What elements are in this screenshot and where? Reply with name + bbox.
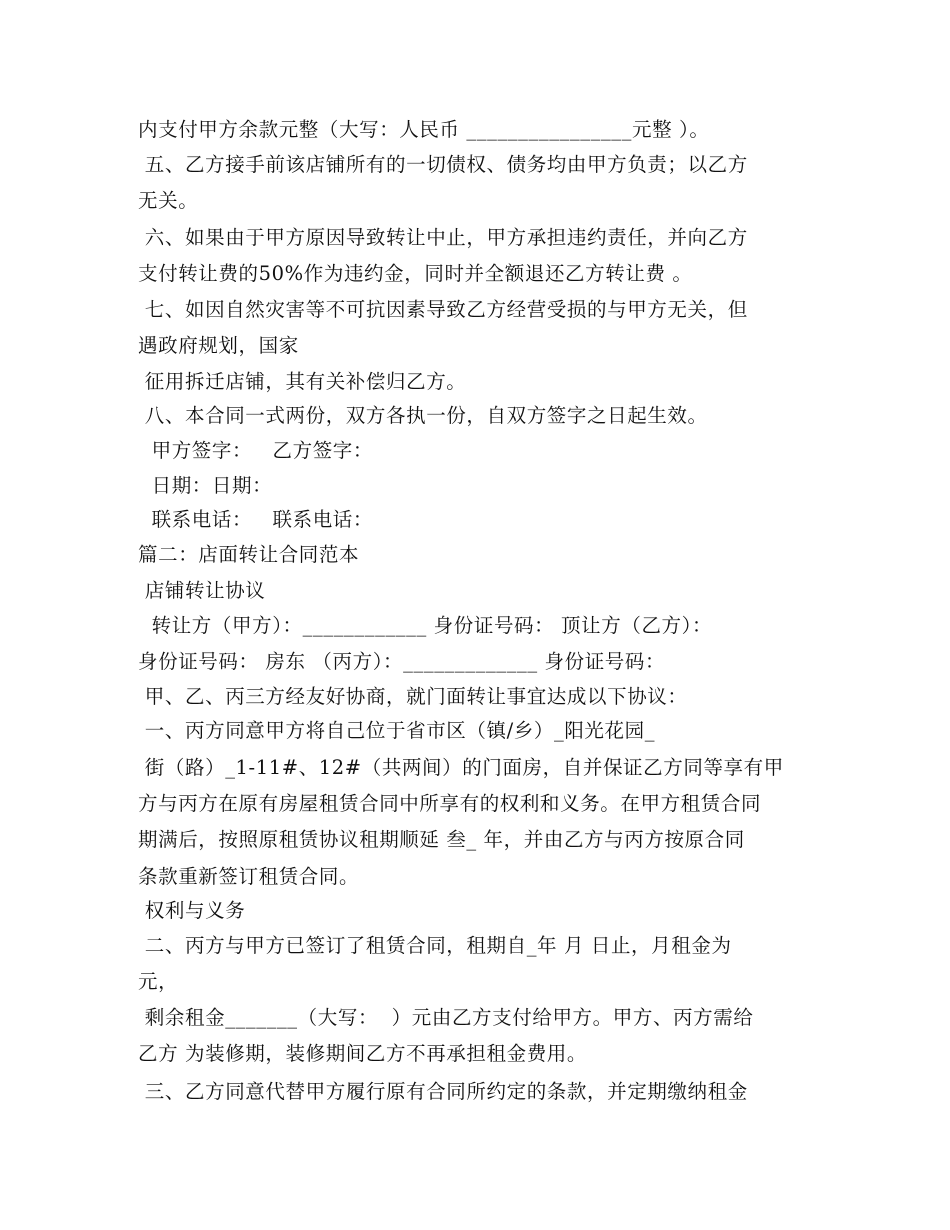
text-line: 遇政府规划，国家 <box>138 334 299 357</box>
text-line: 内支付甲方余款元整（大写：人民币 ________________元整 ）。 <box>138 118 710 141</box>
text-line: 五、乙方接手前该店铺所有的一切债权、债务均由甲方负责；以乙方 <box>138 153 748 176</box>
text-line: 支付转让费的50%作为违约金，同时并全额退还乙方转让费 。 <box>138 262 693 285</box>
text-line: 二、丙方与甲方已签订了租赁合同，租期自_年 月 日止，月租金为 <box>138 934 732 957</box>
text-line: 七、如因自然灾害等不可抗因素导致乙方经营受损的与甲方无关，但 <box>138 298 748 321</box>
agreement-title: 店铺转让协议 <box>138 579 266 602</box>
text-line: 甲方签字： 乙方签字： <box>138 439 373 462</box>
text-line: 六、如果由于甲方原因导致转让中止，甲方承担违约责任，并向乙方 <box>138 226 748 249</box>
text-line: 条款重新签订租赁合同。 <box>138 865 360 888</box>
text-line: 身份证号码： 房东 （丙方）：_____________ 身份证号码： <box>138 650 666 673</box>
text-line: 一、丙方同意甲方将自己位于省市区（镇/乡）_阳光花园_ <box>138 719 656 742</box>
text-line: 联系电话： 联系电话： <box>138 508 373 531</box>
text-line: 元， <box>138 970 179 993</box>
text-line: 征用拆迁店铺，其有关补偿归乙方。 <box>138 370 467 393</box>
text-line: 乙方 为装修期，装修期间乙方不再承担租金费用。 <box>138 1042 587 1065</box>
text-line: 甲、乙、丙三方经友好协商，就门面转让事宜达成以下协议： <box>138 685 688 708</box>
text-line: 剩余租金_______（大写： ）元由乙方支付给甲方。甲方、丙方需给 <box>138 1006 754 1029</box>
text-line: 期满后，按照原租赁协议租期顺延 叁_ 年，并由乙方与丙方按原合同 <box>138 828 745 851</box>
text-line: 街（路）_1-11#、12#（共两间）的门面房，自并保证乙方同等享有甲 <box>138 756 784 779</box>
subheading: 权利与义务 <box>138 899 246 922</box>
text-line: 八、本合同一式两份，双方各执一份，自双方签字之日起生效。 <box>138 404 708 427</box>
section-heading: 篇二：店面转让合同范本 <box>138 543 360 566</box>
text-line: 三、乙方同意代替甲方履行原有合同所约定的条款，并定期缴纳租金 <box>138 1080 748 1103</box>
text-line: 方与丙方在原有房屋租赁合同中所享有的权利和义务。在甲方租赁合同 <box>138 792 762 815</box>
text-line: 无关。 <box>138 189 199 212</box>
text-line: 日期：日期： <box>138 474 273 497</box>
text-line: 转让方（甲方）：____________ 身份证号码： 顶让方（乙方）： <box>138 614 713 637</box>
